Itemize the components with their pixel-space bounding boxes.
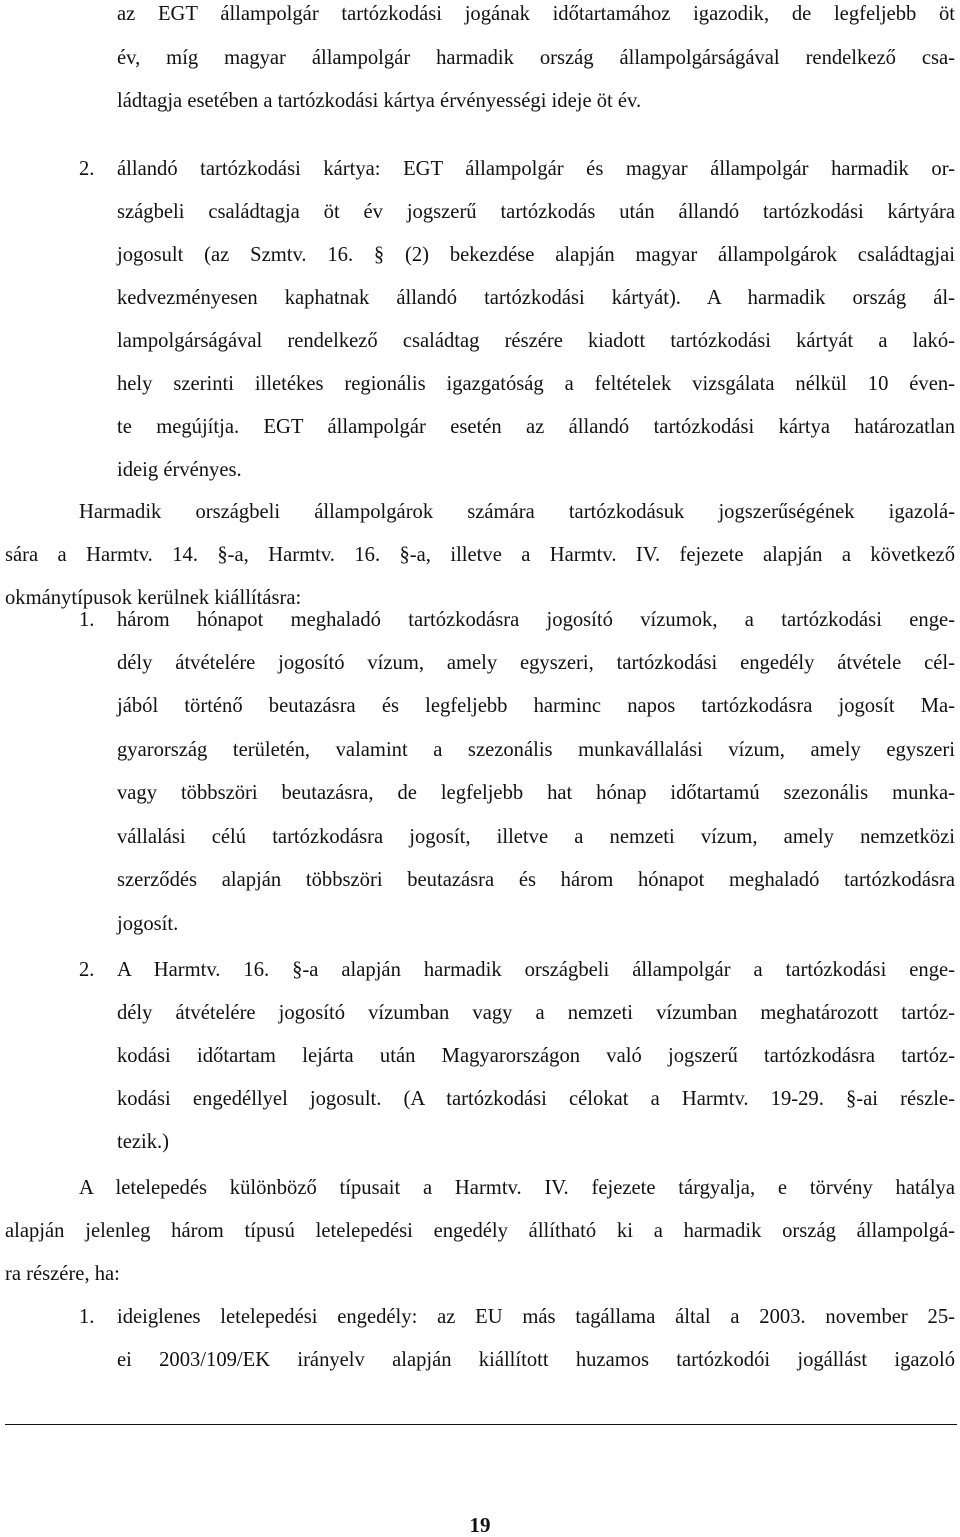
- text-line: sára a Harmtv. 14. §-a, Harmtv. 16. §-a, illetve a Harmtv. IV. fejezete alapján a következő: [5, 544, 955, 566]
- text-line: Harmadik országbeli állampolgárok számára tartózkodásuk jogszerűségének igazolá-: [79, 501, 955, 523]
- text-line: kedvezményesen kaphatnak állandó tartózkodási kártyát). A harmadik ország ál-: [117, 287, 955, 309]
- text-line: jogosít.: [117, 913, 179, 935]
- text-line: ideiglenes letelepedési engedély: az EU más tagállama által a 2003. november 25-: [117, 1306, 955, 1328]
- text-line: ládtagja esetében a tartózkodási kártya érvényességi ideje öt év.: [117, 90, 642, 112]
- text-line: A Harmtv. 16. §-a alapján harmadik országbeli állampolgár a tartózkodási enge-: [117, 959, 955, 981]
- text-line: gyarország területén, valamint a szezonális munkavállalási vízum, amely egyszeri: [117, 739, 955, 761]
- text-line: kodási engedéllyel jogosult. (A tartózkodási célokat a Harmtv. 19-29. §-ai részle-: [117, 1088, 955, 1110]
- text-line: ra részére, ha:: [5, 1263, 120, 1285]
- text-line: tezik.): [117, 1131, 170, 1153]
- list-number: 2.: [79, 158, 95, 180]
- text-line: alapján jelenleg három típusú letelepedési engedély állítható ki a harmadik ország állampolgá-: [5, 1220, 955, 1242]
- list-number: 1.: [79, 609, 95, 631]
- list-number: 2.: [79, 959, 95, 981]
- text-line: A letelepedés különböző típusait a Harmtv. IV. fejezete tárgyalja, e törvény hatálya: [79, 1177, 955, 1199]
- text-line: jogosult (az Szmtv. 16. § (2) bekezdése alapján magyar állampolgárok családtagjai: [117, 244, 955, 266]
- text-line: kodási időtartam lejárta után Magyarországon való jogszerű tartózkodásra tartóz-: [117, 1045, 955, 1067]
- list-number: 1.: [79, 1306, 95, 1328]
- text-line: szerződés alapján többszöri beutazásra és három hónapot meghaladó tartózkodásra: [117, 869, 955, 891]
- text-line: jából történő beutazásra és legfeljebb harminc napos tartózkodásra jogosít Ma-: [117, 695, 955, 717]
- text-line: ideig érvényes.: [117, 459, 242, 481]
- text-line: az EGT állampolgár tartózkodási jogának időtartamához igazodik, de legfeljebb öt: [117, 3, 955, 25]
- text-line: lampolgárságával rendelkező családtag részére kiadott tartózkodási kártyát a lakó-: [117, 330, 955, 352]
- text-line: szágbeli családtagja öt év jogszerű tartózkodás után állandó tartózkodási kártyára: [117, 201, 955, 223]
- text-line: okmánytípusok kerülnek kiállításra:: [5, 587, 302, 609]
- text-line: ei 2003/109/EK irányelv alapján kiállított huzamos tartózkodói jogállást igazoló: [117, 1349, 955, 1371]
- text-line: hely szerinti illetékes regionális igazgatóság a feltételek vizsgálata nélkül 10 éven-: [117, 373, 955, 395]
- page-number: 19: [469, 1513, 491, 1537]
- text-line: vállalási célú tartózkodásra jogosít, illetve a nemzeti vízum, amely nemzetközi: [117, 826, 955, 848]
- footnote-separator: [5, 1424, 957, 1425]
- text-line: állandó tartózkodási kártya: EGT állampolgár és magyar állampolgár harmadik or-: [117, 158, 955, 180]
- text-line: dély átvételére jogosító vízum, amely egyszeri, tartózkodási engedély átvétele cél-: [117, 652, 955, 674]
- text-line: év, míg magyar állampolgár harmadik ország állampolgárságával rendelkező csa-: [117, 47, 955, 69]
- text-line: három hónapot meghaladó tartózkodásra jogosító vízumok, a tartózkodási enge-: [117, 609, 955, 631]
- text-line: vagy többszöri beutazásra, de legfeljebb hat hónap időtartamú szezonális munka-: [117, 782, 955, 804]
- text-line: te megújítja. EGT állampolgár esetén az állandó tartózkodási kártya határozatlan: [117, 416, 955, 438]
- text-line: dély átvételére jogosító vízumban vagy a nemzeti vízumban meghatározott tartóz-: [117, 1002, 955, 1024]
